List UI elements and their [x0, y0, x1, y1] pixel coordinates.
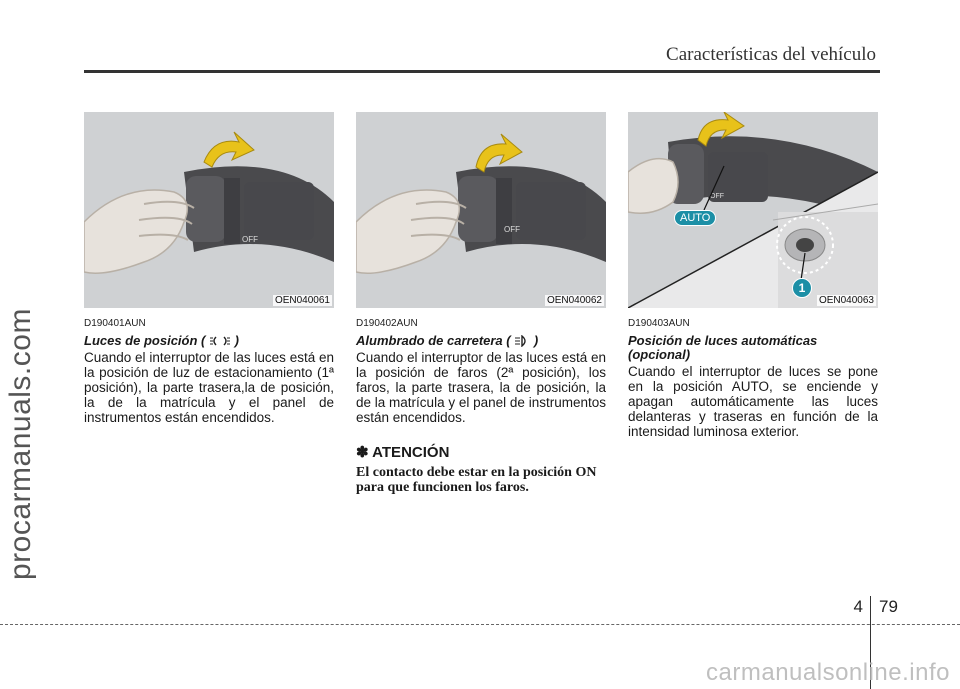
chapter-header-title: Características del vehículo — [666, 44, 876, 65]
attention-body: El contacto debe estar en la posición ON para que funcionen los faros. — [356, 465, 597, 495]
figure-headlights — [356, 112, 606, 308]
figure-code: OEN040063 — [818, 295, 874, 306]
figure-code: OEN040061 — [274, 295, 330, 306]
section-position-lights — [84, 112, 334, 425]
svg-text:OFF: OFF — [504, 225, 520, 234]
attention-title: ✽ ATENCIÓN — [356, 444, 450, 461]
stalk-illustration — [356, 112, 606, 308]
section-title: Posición de luces automáticas (opcional) — [628, 333, 818, 362]
svg-text:OFF: OFF — [242, 235, 258, 244]
auto-stalk-illustration — [628, 112, 878, 308]
section-body: Cuando el interruptor de las luces está en la posición de faros (2ª posición), los faros, la parte trasera, la de posición, la de la matrícula y el panel de instrumentos están encendidos. — [356, 350, 606, 425]
headlight-icon — [514, 335, 530, 347]
svg-text:OFF: OFF — [710, 193, 724, 200]
header-rule — [84, 70, 880, 73]
side-watermark: procarmanuals.com — [4, 308, 37, 580]
section-code: D190402AUN — [356, 318, 418, 329]
footer-rule — [0, 624, 960, 625]
section-title: Alumbrado de carretera ( ) — [356, 333, 539, 348]
figure-code: OEN040062 — [546, 295, 602, 306]
stalk-illustration — [84, 112, 334, 308]
section-body: Cuando el interruptor de luces se pone en la posición AUTO, se enciende y apagan automáticamente las luces delanteras y traseras en función de la intensidad luminosa exterior. — [628, 364, 878, 439]
site-watermark: carmanualsonline.info — [706, 659, 950, 686]
section-auto-lights — [628, 112, 878, 439]
section-code: D190403AUN — [628, 318, 690, 329]
number-callout: 1 — [792, 278, 812, 298]
chapter-number: 4 — [853, 597, 863, 616]
section-headlights — [356, 112, 606, 495]
figure-position-lights — [84, 112, 334, 308]
section-title: Luces de posición ( ) — [84, 333, 239, 348]
section-code: D190401AUN — [84, 318, 146, 329]
auto-callout: AUTO — [674, 210, 716, 226]
parking-light-icon — [209, 335, 231, 347]
section-body: Cuando el interruptor de las luces está en la posición de luz de estacionamiento (1ª posición), la parte trasera,la de posición, la de la matrícula y el panel de instrumentos están encendidos. — [84, 350, 334, 425]
page-number: 79 — [879, 597, 898, 616]
figure-auto-lights — [628, 112, 878, 308]
